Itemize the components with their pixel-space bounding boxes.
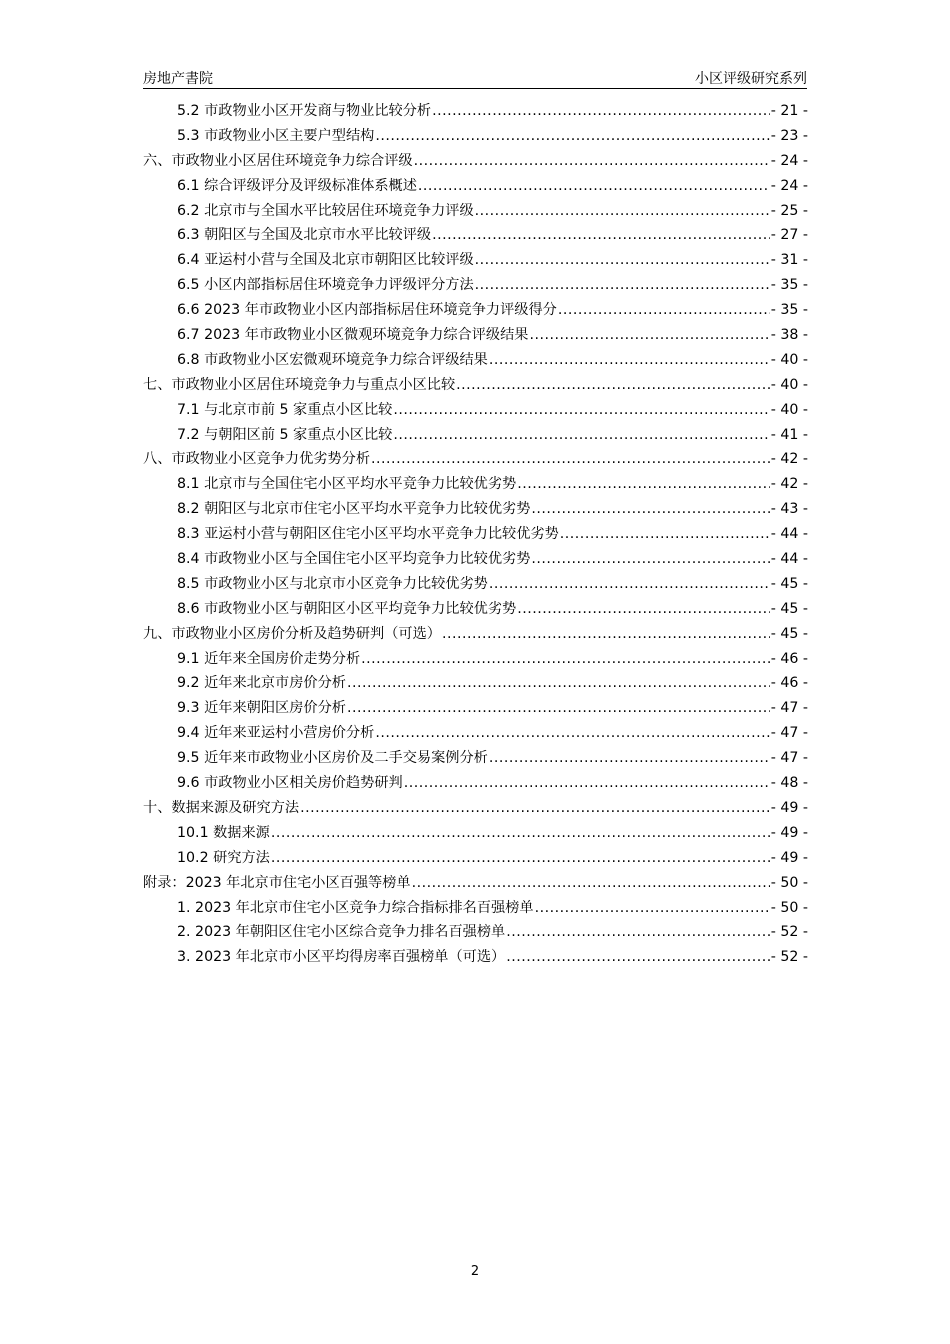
toc-leader-dots: [506, 924, 769, 940]
toc-leader-dots: [375, 725, 769, 741]
toc-entry[interactable]: [143, 722, 808, 747]
toc-entry-title: 8.4 市政物业小区与全国住宅小区平均竞争力比较优劣势: [177, 551, 531, 568]
header-publisher: 房地产書院: [143, 71, 213, 87]
toc-entry-title: 九、市政物业小区房价分析及趋势研判（可选）: [143, 625, 441, 642]
toc-entry-page: - 50 -: [770, 874, 808, 891]
toc-entry-page: - 49 -: [770, 799, 808, 816]
toc-entry-page: - 21 -: [770, 103, 808, 119]
toc-entry-title: 5.3 市政物业小区主要户型结构: [177, 127, 375, 144]
toc-entry-title: 8.6 市政物业小区与朝阳区小区平均竞争力比较优劣势: [177, 600, 517, 617]
toc-entry[interactable]: [143, 523, 808, 548]
toc-leader-dots: [517, 476, 769, 492]
toc-entry-title: 8.1 北京市与全国住宅小区平均水平竞争力比较优劣势: [177, 476, 517, 493]
toc-leader-dots: [475, 277, 770, 293]
toc-entry-page: - 47 -: [770, 700, 808, 717]
toc-entry-title: 七、市政物业小区居住环境竞争力与重点小区比较: [143, 376, 456, 393]
toc-entry-title: 6.7 2023 年市政物业小区微观环境竞争力综合评级结果: [177, 327, 529, 344]
toc-entry-page: - 46 -: [770, 675, 808, 692]
toc-entry[interactable]: [143, 100, 808, 125]
page-number: 2: [470, 1264, 480, 1279]
toc-entry[interactable]: [143, 249, 808, 274]
toc-leader-dots: [432, 227, 770, 243]
toc-entry[interactable]: [143, 548, 808, 573]
toc-entry-page: - 45 -: [770, 625, 808, 642]
toc-entry-title: 9.3 近年来朝阳区房价分析: [177, 700, 346, 717]
toc-entry[interactable]: [143, 847, 808, 872]
toc-entry-page: - 24 -: [770, 152, 808, 169]
toc-entry[interactable]: [143, 946, 808, 971]
toc-leader-dots: [489, 576, 770, 592]
toc-entry-title: 6.3 朝阳区与全国及北京市水平比较评级: [177, 227, 432, 244]
toc-entry-page: - 46 -: [770, 650, 808, 667]
toc-entry[interactable]: [143, 150, 808, 175]
toc-leader-dots: [475, 252, 770, 268]
toc-entry-page: - 44 -: [770, 551, 808, 568]
page-header: [143, 66, 807, 89]
toc-leader-dots: [271, 825, 770, 841]
toc-entry-page: - 42 -: [770, 451, 808, 468]
toc-entry[interactable]: [143, 274, 808, 299]
toc-entry-page: - 50 -: [770, 899, 808, 916]
toc-entry[interactable]: [143, 573, 808, 598]
toc-entry[interactable]: [143, 672, 808, 697]
toc-entry-page: - 24 -: [770, 177, 808, 194]
toc-entry[interactable]: [143, 822, 808, 847]
toc-entry[interactable]: [143, 747, 808, 772]
toc-entry-page: - 40 -: [770, 376, 808, 393]
toc-entry-title: 8.5 市政物业小区与北京市小区竞争力比较优劣势: [177, 575, 488, 592]
toc-entry-title: 八、市政物业小区竞争力优劣势分析: [143, 451, 371, 468]
toc-entry-title: 5.2 市政物业小区开发商与物业比较分析: [177, 103, 432, 119]
toc-entry-title: 六、市政物业小区居住环境竞争力综合评级: [143, 152, 413, 169]
toc-leader-dots: [489, 352, 770, 368]
toc-entry-page: - 31 -: [770, 252, 808, 269]
toc-entry-title: 附录：2023 年北京市住宅小区百强等榜单: [143, 874, 411, 891]
toc-entry-page: - 44 -: [770, 526, 808, 543]
toc-entry-page: - 47 -: [770, 750, 808, 767]
toc-entry-page: - 49 -: [770, 824, 808, 841]
toc-entry[interactable]: [143, 399, 808, 424]
toc-entry-title: 6.6 2023 年市政物业小区内部指标居住环境竞争力评级得分: [177, 302, 557, 319]
toc-entry-title: 9.2 近年来北京市房价分析: [177, 675, 346, 692]
toc-entry-page: - 25 -: [770, 202, 808, 219]
toc-entry-page: - 43 -: [770, 501, 808, 518]
toc-leader-dots: [371, 451, 770, 467]
toc-entry-page: - 49 -: [770, 849, 808, 866]
toc-entry-page: - 52 -: [770, 924, 808, 941]
toc-entry-page: - 45 -: [770, 575, 808, 592]
toc-entry-title: 6.2 北京市与全国水平比较居住环境竞争力评级: [177, 202, 474, 219]
toc-leader-dots: [393, 427, 769, 443]
toc-leader-dots: [517, 601, 769, 617]
toc-leader-dots: [531, 551, 769, 567]
toc-leader-dots: [271, 850, 770, 866]
toc-entry-page: - 35 -: [770, 277, 808, 294]
toc-entry[interactable]: [143, 897, 808, 922]
toc-entry[interactable]: [143, 200, 808, 225]
toc-entry-title: 6.8 市政物业小区宏微观环境竞争力综合评级结果: [177, 351, 488, 368]
toc-entry[interactable]: [143, 299, 808, 324]
toc-leader-dots: [475, 203, 770, 219]
toc-leader-dots: [432, 103, 770, 119]
header-series-title: 小区评级研究系列: [695, 71, 807, 87]
toc-entry[interactable]: [143, 424, 808, 449]
toc-entry[interactable]: [143, 448, 808, 473]
toc-entry[interactable]: [143, 697, 808, 722]
toc-leader-dots: [535, 900, 770, 916]
toc-entry[interactable]: [143, 648, 808, 673]
toc-leader-dots: [404, 775, 770, 791]
toc-leader-dots: [529, 327, 769, 343]
toc-entry-page: - 41 -: [770, 426, 808, 443]
toc-entry[interactable]: [143, 175, 808, 200]
toc-entry[interactable]: [143, 374, 808, 399]
toc-entry-title: 7.1 与北京市前 5 家重点小区比较: [177, 401, 393, 418]
toc-leader-dots: [300, 800, 770, 816]
toc-leader-dots: [347, 700, 770, 716]
toc-entry-page: - 45 -: [770, 600, 808, 617]
toc-leader-dots: [375, 128, 769, 144]
toc-entry-title: 10.2 研究方法: [177, 849, 270, 866]
toc-entry[interactable]: [143, 772, 808, 797]
toc-leader-dots: [560, 526, 770, 542]
toc-entry-title: 9.5 近年来市政物业小区房价及二手交易案例分析: [177, 750, 488, 767]
toc-entry-title: 2. 2023 年朝阳区住宅小区综合竞争力排名百强榜单: [177, 924, 506, 941]
toc-entry-page: - 42 -: [770, 476, 808, 493]
toc-entry[interactable]: [143, 872, 808, 897]
toc-entry-title: 6.1 综合评级评分及评级标准体系概述: [177, 177, 417, 194]
table-of-contents: [143, 100, 808, 971]
toc-entry[interactable]: [143, 921, 808, 946]
toc-leader-dots: [412, 875, 770, 891]
toc-entry-title: 1. 2023 年北京市住宅小区竞争力综合指标排名百强榜单: [177, 899, 534, 916]
toc-entry-title: 十、数据来源及研究方法: [143, 799, 300, 816]
toc-entry-title: 9.1 近年来全国房价走势分析: [177, 650, 361, 667]
toc-leader-dots: [506, 949, 769, 965]
toc-entry[interactable]: [143, 125, 808, 150]
toc-entry[interactable]: [143, 498, 808, 523]
toc-entry[interactable]: [143, 598, 808, 623]
toc-entry-page: - 47 -: [770, 725, 808, 742]
toc-entry[interactable]: [143, 797, 808, 822]
toc-leader-dots: [531, 501, 769, 517]
toc-entry-title: 9.4 近年来亚运村小营房价分析: [177, 725, 375, 742]
toc-leader-dots: [361, 651, 770, 667]
toc-leader-dots: [442, 626, 770, 642]
toc-entry-page: - 48 -: [770, 775, 808, 792]
toc-entry-title: 6.5 小区内部指标居住环境竞争力评级评分方法: [177, 277, 474, 294]
toc-entry-page: - 52 -: [770, 949, 808, 966]
toc-entry-page: - 23 -: [770, 127, 808, 144]
toc-entry-title: 3. 2023 年北京市小区平均得房率百强榜单（可选）: [177, 949, 506, 966]
toc-entry-title: 6.4 亚运村小营与全国及北京市朝阳区比较评级: [177, 252, 474, 269]
toc-entry-title: 8.2 朝阳区与北京市住宅小区平均水平竞争力比较优劣势: [177, 501, 531, 518]
toc-leader-dots: [347, 675, 770, 691]
toc-entry[interactable]: [143, 324, 808, 349]
toc-entry[interactable]: [143, 224, 808, 249]
toc-entry-page: - 38 -: [770, 327, 808, 344]
toc-entry-page: - 40 -: [770, 401, 808, 418]
toc-entry[interactable]: [143, 473, 808, 498]
toc-entry-page: - 35 -: [770, 302, 808, 319]
toc-entry-title: 10.1 数据来源: [177, 824, 270, 841]
toc-entry-title: 7.2 与朝阳区前 5 家重点小区比较: [177, 426, 393, 443]
toc-leader-dots: [456, 377, 770, 393]
toc-entry-title: 9.6 市政物业小区相关房价趋势研判: [177, 775, 403, 792]
toc-leader-dots: [489, 750, 770, 766]
toc-entry-title: 8.3 亚运村小营与朝阳区住宅小区平均水平竞争力比较优劣势: [177, 526, 559, 543]
toc-entry-page: - 27 -: [770, 227, 808, 244]
toc-entry[interactable]: [143, 349, 808, 374]
toc-leader-dots: [418, 178, 770, 194]
toc-leader-dots: [393, 402, 769, 418]
toc-leader-dots: [414, 153, 770, 169]
toc-entry[interactable]: [143, 623, 808, 648]
toc-entry-page: - 40 -: [770, 351, 808, 368]
toc-leader-dots: [558, 302, 770, 318]
